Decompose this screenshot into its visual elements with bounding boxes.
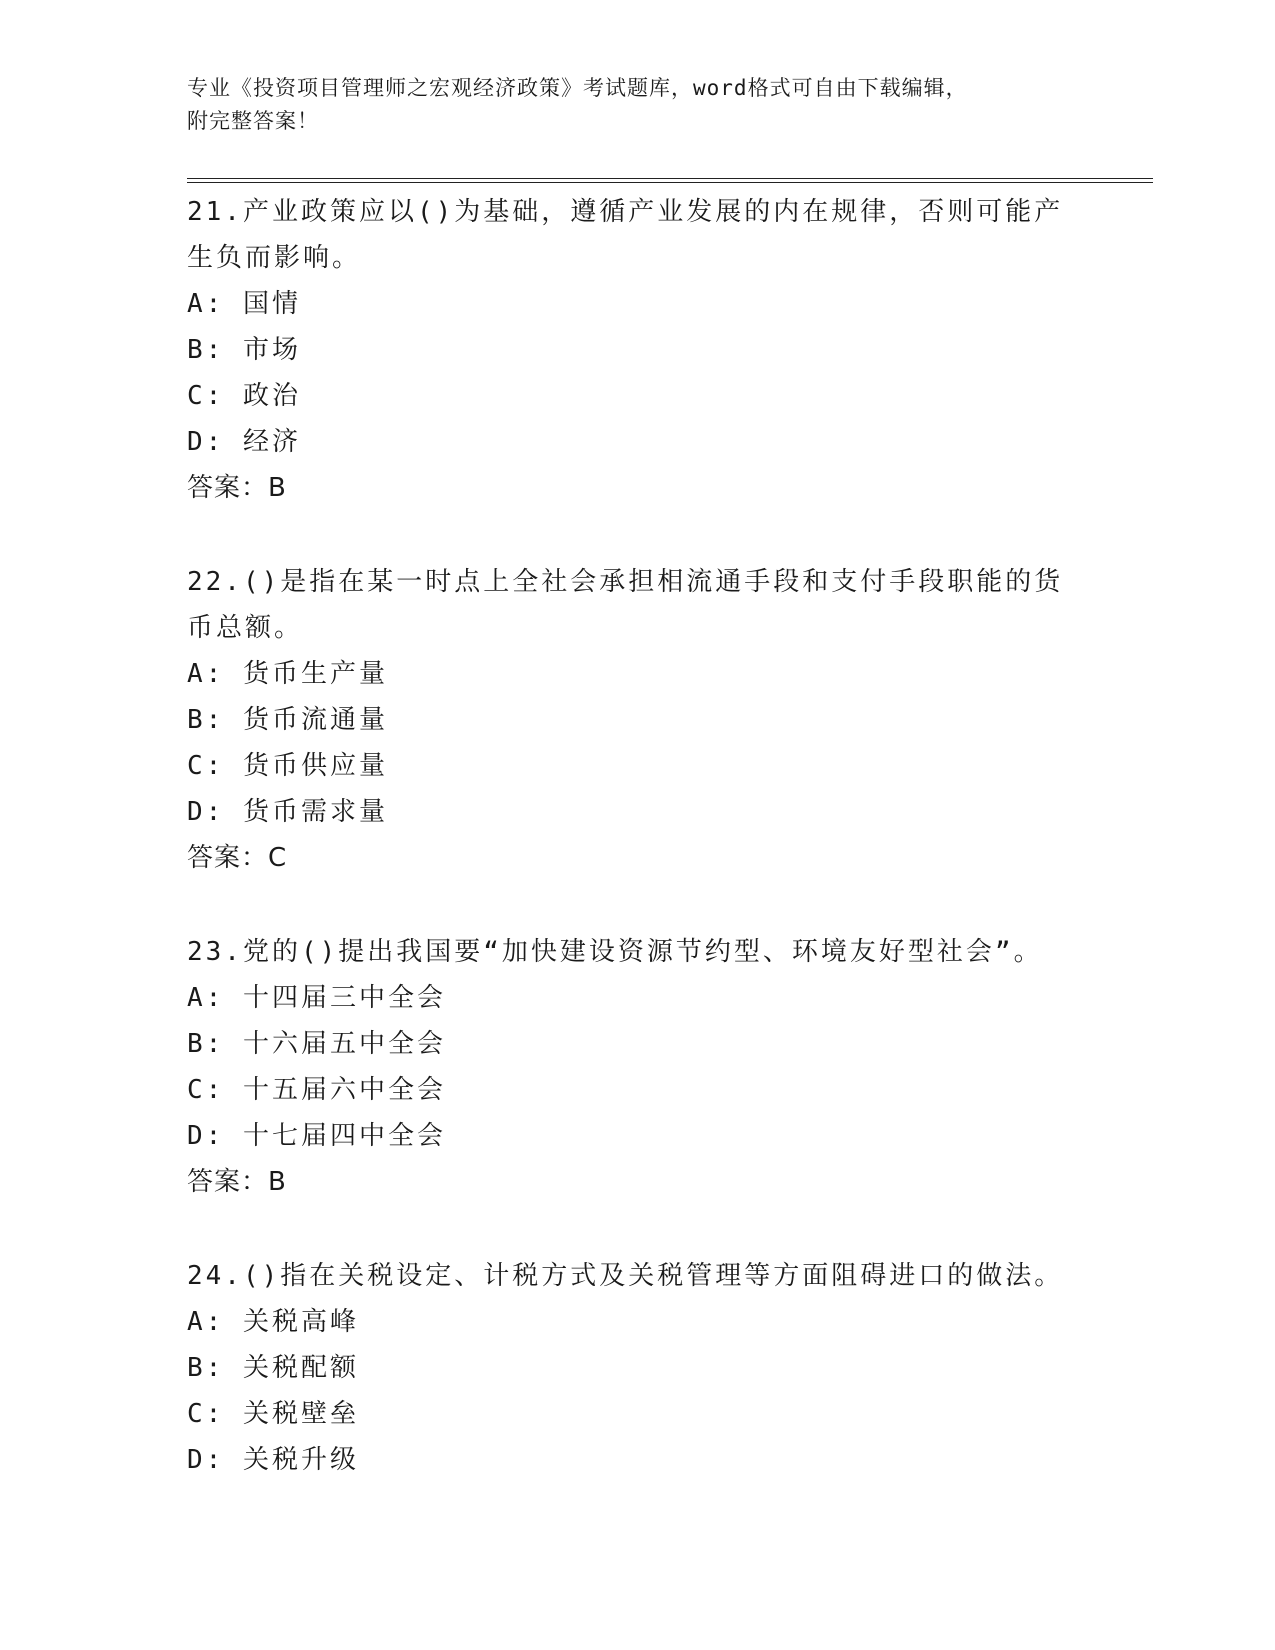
header-line-1: 专业《投资项目管理师之宏观经济政策》考试题库，word格式可自由下载编辑， [187,76,968,100]
option-d: D: 关税升级 [187,1445,359,1475]
question-list [187,189,1087,1531]
option-c: C: 十五届六中全会 [187,1075,446,1105]
option-a: A: 货币生产量 [187,659,388,689]
option-d: D: 十七届四中全会 [187,1121,446,1151]
option-a: A: 国情 [187,289,301,319]
option-b: B: 十六届五中全会 [187,1029,446,1059]
option-d: D: 经济 [187,427,301,457]
question-stem: 23.党的()提出我国要“加快建设资源节约型、环境友好型社会”。 [187,937,1043,967]
option-b: B: 货币流通量 [187,705,388,735]
option-b: B: 市场 [187,335,301,365]
option-b: B: 关税配额 [187,1353,359,1383]
answer-line: 答案：C [187,843,288,873]
document-header [187,72,1087,138]
question-22 [187,559,1087,881]
answer-line: 答案：B [187,473,287,503]
question-stem: 21.产业政策应以()为基础，遵循产业发展的内在规律，否则可能产生负而影响。 [187,197,1064,273]
option-c: C: 政治 [187,381,301,411]
option-d: D: 货币需求量 [187,797,388,827]
header-line-2: 附完整答案！ [187,109,319,133]
option-a: A: 关税高峰 [187,1307,359,1337]
question-stem: 24.()指在关税设定、计税方式及关税管理等方面阻碍进口的做法。 [187,1261,1064,1291]
question-21 [187,189,1087,511]
header-divider [187,178,1153,183]
option-a: A: 十四届三中全会 [187,983,446,1013]
question-23 [187,929,1087,1205]
question-24 [187,1253,1087,1483]
option-c: C: 货币供应量 [187,751,388,781]
option-c: C: 关税壁垒 [187,1399,359,1429]
question-stem: 22.()是指在某一时点上全社会承担相流通手段和支付手段职能的货币总额。 [187,567,1064,643]
answer-line: 答案：B [187,1167,287,1197]
